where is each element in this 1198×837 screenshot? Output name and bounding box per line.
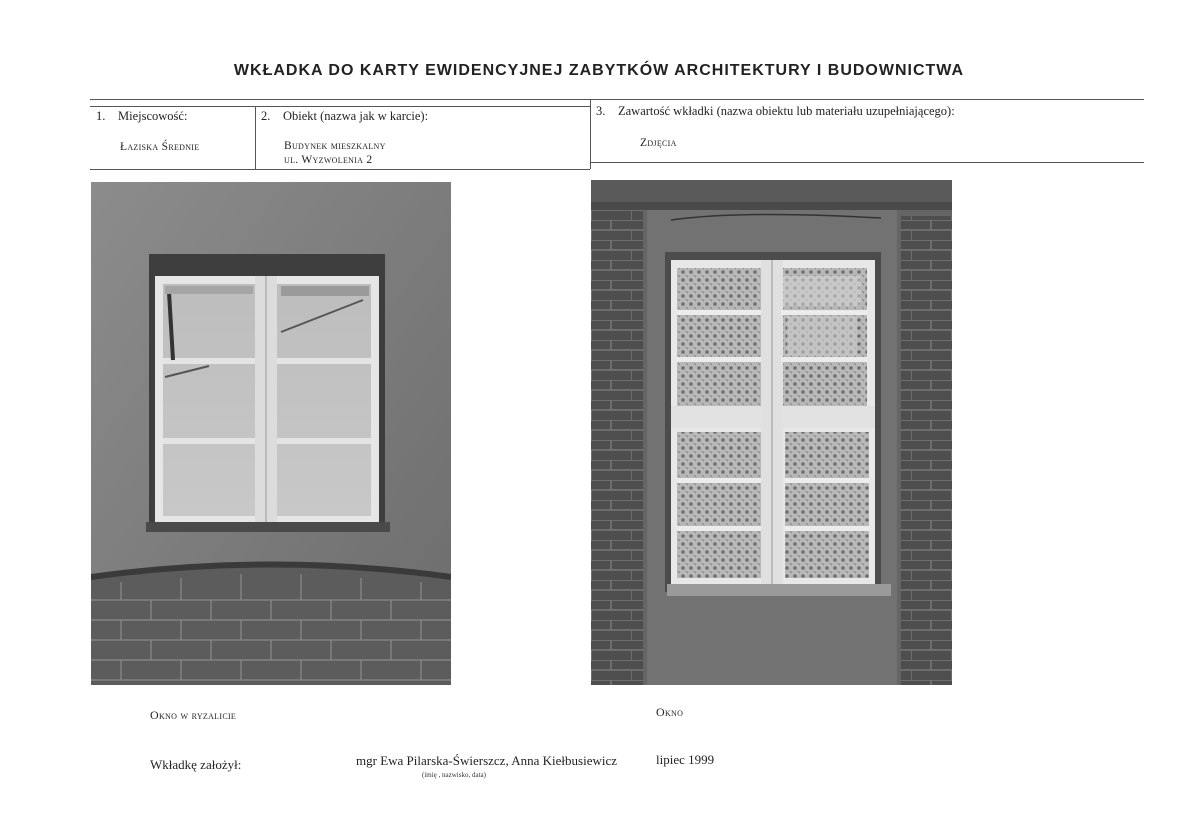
header-bottom-rule-right [590, 162, 1144, 163]
header-mid-rule [90, 106, 590, 107]
footer-date: lipiec 1999 [656, 752, 715, 767]
document-title: WKŁADKA DO KARTY EWIDENCYJNEJ ZABYTKÓW ARCHITEKTURY I BUDOWNICTWA [233, 62, 965, 79]
field-number: 2. [261, 109, 271, 123]
photo-window-image [591, 180, 952, 685]
field-label-text: Obiekt (nazwa jak w karcie): [283, 109, 429, 123]
footer-hint: (imię , nazwisko, data) [422, 771, 486, 779]
header-bottom-rule [90, 169, 590, 170]
value-line: ul. Wyzwolenia 2 [284, 154, 373, 166]
photo-caption-risalit: Okno w ryzalicie [150, 708, 237, 722]
header-divider-2 [590, 99, 591, 169]
photo-window-risalit [91, 182, 451, 685]
value-line: Budynek mieszkalny [284, 140, 386, 152]
footer-label: Wkładkę założył: [150, 757, 242, 772]
field-obiekt-value [284, 139, 386, 167]
field-zawartosc-value [640, 136, 677, 150]
value-line: Łaziska Średnie [120, 141, 200, 153]
photo-window-risalit-image [91, 182, 451, 685]
field-label-text: Zawartość wkładki (nazwa obiektu lub materiału uzupełniającego): [618, 104, 955, 118]
value-line: Zdjęcia [640, 137, 677, 149]
field-obiekt-label [261, 109, 428, 124]
field-miejscowosc-label [96, 109, 187, 124]
field-number: 3. [596, 104, 606, 118]
field-zawartosc-label [596, 104, 955, 119]
field-miejscowosc-value [120, 140, 199, 154]
field-number: 1. [96, 109, 106, 123]
header-top-rule [90, 99, 1144, 100]
photo-caption-window: Okno [656, 705, 684, 719]
photo-window [591, 180, 952, 685]
footer-authors: mgr Ewa Pilarska-Świerszcz, Anna Kiełbusiewicz [356, 753, 618, 768]
header-divider-1 [255, 106, 256, 169]
field-label-text: Miejscowość: [118, 109, 188, 123]
